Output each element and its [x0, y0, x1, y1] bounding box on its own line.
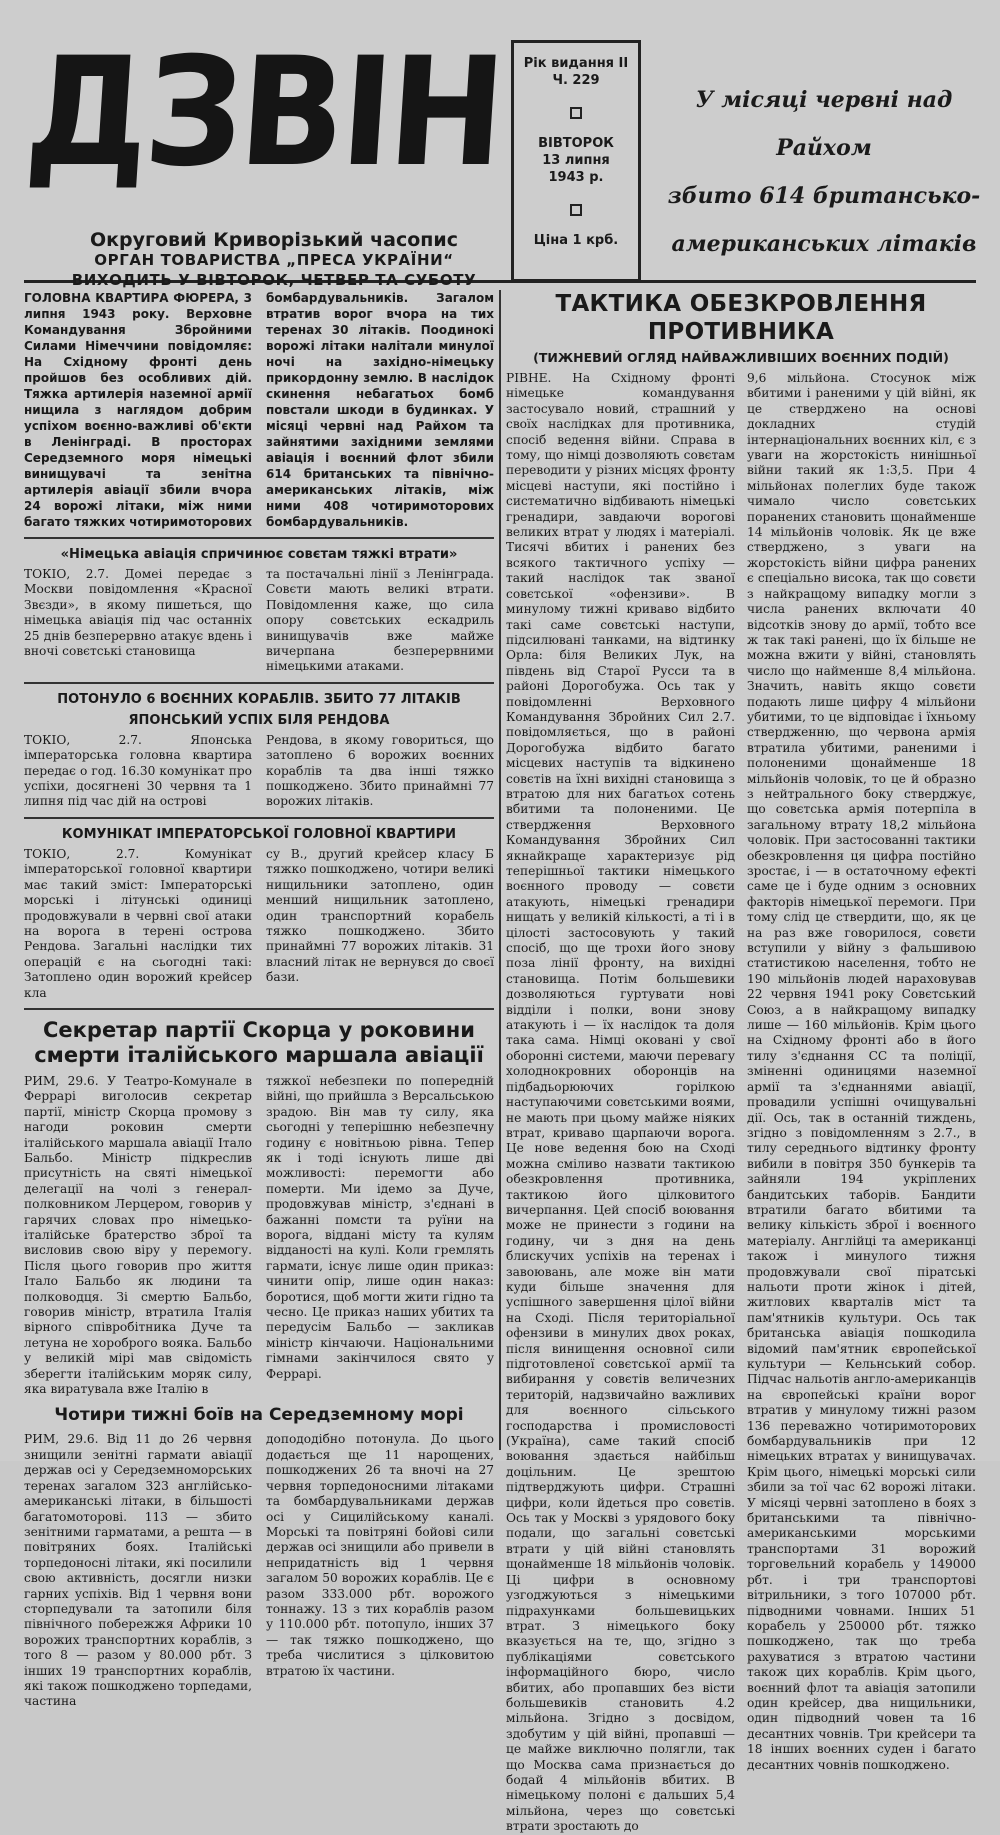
article-mediterranean [24, 1405, 494, 1709]
article-ships-title-2: ЯПОНСЬКИЙ УСПІХ БІЛЯ РЕНДОВА [128, 712, 390, 728]
main-article [506, 290, 976, 1834]
article-aviation-title: «Німецька авіація спричинює совєтам тяжкі втрати» [60, 547, 458, 562]
hq-report [24, 290, 494, 530]
top-headline-line-3: американських літаків [671, 231, 977, 257]
article-ships-title-1: ПОТОНУЛО 6 ВОЄННИХ КОРАБЛІВ. ЗБИТО 77 ЛІТАКІВ [57, 691, 461, 707]
top-headline-line-2: збито 614 британсько- [667, 183, 981, 209]
issue-year: Рік видання II [523, 56, 629, 71]
article-mediterranean-col-1: РИМ, 29.6. Від 11 до 26 червня знищили зенітні гармати авіації держав осі у Середземноморських теренах загалом 323 англійсько-американські літаки, в більшості багатомоторові. 113 — збито зенітними гарматами, а решта — в повітряних боях. Італійські торпедоносні літаки, які посилили свою активність, досягли низки гарних успіхів. Від 1 червня вони сторпедували та затопили біля північного побережжя Африки 10 ворожих транспортних кораблів, з того 8 — разом у 80.000 рбт. З інших 19 транспортних кораблів, які також пошкоджено торпедами, частина [24, 1432, 252, 1709]
article-communique-title: КОМУНІКАТ ІМПЕРАТОРСЬКОЇ ГОЛОВНОЇ КВАРТИРИ [61, 826, 457, 842]
article-ships-col-1: ТОКІО, 2.7. Японська імператорська головна квартира передає о год. 16.30 комунікат про успіхи, досягнені 30 червня та 1 липня під час дій на острові [24, 732, 252, 809]
left-half [24, 290, 494, 1709]
section-divider [24, 1008, 494, 1010]
column-divider [499, 290, 501, 1450]
subtitle-line-3: ВИХОДИТЬ У ВІВТОРОК, ЧЕТВЕР ТА СУБОТУ [71, 271, 477, 289]
main-article-col-2: 9,6 мільйона. Стосунок між вбитими і раненими у цій війні, як це стверджено на основі докладних студій інтернаціональних воєнних кіл, є з уваги на жорстокість нинішньої війни такий як 1:3,5. При 4 мільйонах полеглих буде також чимало число совєтських поранених становить щонайменше 14 мільйонів чоловік. Як це вже стверджено, з уваги на жорстокість війни цифра ранених є спеціально висока, так що совєти з найкращому випадку могли з числа ранених включати 40 відсотків знову до армії, тобто все ж так такі ранені, що їх більше не можна вжити у війні, становлять число що найменше 8,4 мільйона. Значить, навіть якщо совєти подають лише цифру 4 мільйони убитими, то це відповідає і їхньому ствердженню, що червона армія втратила убитими, раненими і полоненими щонайменше 18 мільйонів чоловік, то це й образно з нейтрального боку стверджує, що совєтська армія потерпіла в загальному втрату 18,2 мільйона чоловік. При застосованні тактики обезкровлення ця цифра постійно зростає, і — в остаточному ефекті саме це і буде одним з основних факторів німецької перемоги. При тому слід це ствердити, що, як це на раз вже говорилося, совєти вступили у війну з фальшивою статистикою населення, тобто не 190 мільйонів людей нараховував 22 червня 1941 року Совєтський Союз, а в найкращому випадку лише — 160 мільйонів. Крім цього на Східному фронті або в його тилу з'єднання СС та поліції, зміненні одиницями наземної армії та з'єднаннями авіації, провадили успішні очищувальні дії. Ось, так в останній тиждень, згідно з повідомленням з 2.7., в тилу середнього відтинку фронту вибили в повітря 350 бункерів та зайняли 194 укріплених бандитських таборів. Бандити втратили багато вбитими та велику кількість зброї і воєнного матеріалу. Англійці та американці також і минулого тижня продовжували свої піратські нальоти проти жінок і дітей, житлових кварталів міст та пам'ятників культури. Ось так британська авіація пошкодила відомий пам'ятник європейської культури — Кельнський собор. Підчас нальотів англо-американців на європейські країни ворог втратив у минулому тижні разом 136 переважно чотиримоторових бомбардувальників при 12 німецьких втратах у винищувачах. Крім цього, німецькі морські сили збили за тої час 62 ворожі літаки. У місяці червні затоплено в боях з британськими та північно-американськими морськими транспортами 31 ворожий торговельний корабель у 149000 рбт. і три транспортові вітрильники, з того 107000 рбт. підводними човнами. Інших 51 корабель у 250000 рбт. тяжко пошкоджено, так що треба рахуватися з втратою частини також цих кораблів. Крім цього, воєнний флот та авіація затопили один крейсер, два нищильники, один підводний човен та 16 десантних човнів. Три крейсери та 18 інших воєнних суден і багато десантних човнів пошкоджено. [747, 371, 976, 1772]
main-article-title: ТАКТИКА ОБЕЗКРОВЛЕННЯ ПРОТИВНИКА [555, 291, 927, 345]
article-scorza-title: Секретар партії Скорца у роковини смерти італійського маршала авіації [34, 1017, 484, 1067]
masthead [20, 18, 981, 289]
subtitle-line-2: ОРГАН ТОВАРИСТВА „ПРЕСА УКРАЇНИ“ [94, 251, 454, 269]
article-ships [24, 691, 494, 810]
issue-date: 13 липня [542, 153, 610, 168]
section-divider [24, 817, 494, 819]
main-article-subtitle: (ТИЖНЕВИЙ ОГЛЯД НАЙВАЖЛИВІШИХ ВОЄННИХ ПОДІЙ) [533, 350, 949, 365]
article-communique [24, 826, 494, 1001]
square-ornament-icon [570, 204, 582, 216]
issue-price: Ціна 1 крб. [533, 233, 619, 248]
article-aviation-col-1: ТОКІО, 2.7. Домеі передає з Москви повідомлення «Красної Звєзди», в якому пишеться, що німецька авіація під час останніх 25 днів безперервно атакує вдень і вночі совєтські становища [24, 567, 252, 659]
article-communique-col-2: су В., другий крейсер класу Б тяжко пошкоджено, чотири великі нищильники затоплено, один менший нищильник затоплено, один транспортний корабель тяжко пошкоджено. Збито принаймні 77 ворожих літаків. 31 власний літак не вернувся до своєї бази. [266, 846, 494, 985]
square-ornament-icon [570, 107, 582, 119]
newspaper-logo: ДЗВІН [20, 26, 507, 200]
article-mediterranean-col-2: допододібно потонула. До цього додається ще 11 нарощених, пошкоджених 26 та вночі на 27 червня торпедоносними літаками та бомбардувальниками держав осі у Сицилійському каналі. Морські та повітряні бойові сили держав осі знищили або привели в непридатність від 1 червня загалом 50 ворожих кораблів. Це є разом 333.000 рбт. ворожого тоннажу. 13 з тих кораблів разом у 110.000 рбт. потопуло, інших 37 — так тяжко пошкоджено, що треба числитися з цілковитою втратою їх частини. [266, 1432, 494, 1678]
article-scorza-col-1: РИМ, 29.6. У Театро-Комунале в Феррарі виголосив секретар партії, міністр Скорца промову з нагоди роковин смерти італійського маршала авіації Італо Бальбо. Міністр підкреслив присутність на святі німецької делегації на чолі з генерал-полковником Лерцером, говорив у гарячих словах про німецько-італійське братерство зброї та висловив свою віру у перемогу. Після цього говорив про життя Італо Бальбо як людини та полководця. Зі смертю Бальбо, говорив міністр, втратила Італія вірного співробітника Дуче та летуна не хороброго вояка. Бальбо у великій мірі мав свідомість зберегти італійським моряк силу, яка виратувала вже Італію в [24, 1073, 252, 1397]
hq-report-col-2: бомбардувальників. Загалом втратив ворог вчора на тих теренах 30 літаків. Поодинокі ворожі літаки налітали минулої ночі на західно-німецьку прикордонну землю. В наслідок скинення небагатьох бомб повстали шкоди в будинках. У місяці червні над Райхом та зайнятими західними землями авіація і воєнний флот збили 614 британських та північно-американських літаків, між ними 408 чотиримоторових бомбардувальників. [266, 291, 494, 529]
article-aviation [24, 546, 494, 675]
subtitle-line-1: Округовий Криворізький часопис [90, 229, 458, 251]
article-scorza [24, 1018, 494, 1398]
issue-weekday: ВІВТОРОК [538, 136, 614, 151]
main-article-col-1: РІВНЕ. На Східному фронті німецьке командування застосувало новий, страшний у своїх наслідках для противника, спосіб ведення війни. Справа в тому, що німці дозволяють совєтам переводити у різних місцях фронту місцеві наступи, які постійно і систематично відбивають німецькі гренадири, завдаючи ворогові великих втрат у людях і матеріалі. Тисячі вбитих і ранених без всякого тактичного успіху — такий наслідок так званої совєтської «офензиви». В минулому тижні криваво відбито такі саме совєтські наступи, підсилювані танками, на відтинку Орла: біля Великих Лук, на південь від Старої Русси та в районі Дорогобужа. Ось так у повідомленні Верховного Командування Збройних Сил 2.7. повідомляється, що в районі Дорогобужа відбито багато місцевих наступів та відкинено совєтів на їхні вихідні становища з втратою для них багатьох сотень вбитими та полоненими. Це ствердження Верховного Командування Збройних Сил якнайкраще характеризує рід теперішньої тактики німецького воєнного проводу — совєти атакують, німецькі гренадири нищать у великій кількості, а ті і в цілості застосовують у такий спосіб, що ще трохи його знову поза лінії фронту, на вихідні становища. Потім большевики дозволяються гуртувати нові відділи і полки, вони знову атакують і — їх наслідок та доля така сама. Німці оковані у свої оборонні системи, маючи перевагу холоднокровних оборонців на підбадьорюючих горілкою наступаючими совєтськими воями, не мають при цьому майже ніяких втрат, криваво щарпаючи ворога. Це нове ведення бою на Сході можна сміливо назвати тактикою обезкровлення противника, тактикою його цілковитого вичерпання. Цей спосіб воювання може не принести з години на годину, чи з дня на день блискучих успіхів на теренах і завоювань, але може він мати куди більше значення для успішного завершення цілої війни на Сході. Після територіальної офензиви в минулих двох роках, після винищення основної сили підготовленої совєтської армії та вибирання у совєтів величезних територій, надзвичайно важливих для воєнного сільського господарства і промисловості (Україна), саме такий спосіб воювання здається найбільш доцільним. Це зрештою підтверджують цифри. Страшні цифри, коли йдеться про совєтів. Ось так у Москві з урядового боку подали, що загальні совєтські втрати у цій війні становлять щонайменше 18 мільйонів чоловік. Ці цифри в основному узгоджуються з німецькими підрахунками большевицьких втрат. З німецького боку вказується на те, що, згідно з публікаціями совєтського інформаційного бюро, число вбитих, або пропавших без вісти большевиків становить 4.2 мільйона. Згідно з досвідом, здобутим у цій війні, пропавші — це майже виключно полягли, так що Москва сама признається до бодай 4 мільйонів вбитих. В німецькому полоні є дальших 5,4 мільйона, через що совєтські втрати зростають до [506, 371, 735, 1834]
top-headline [659, 76, 989, 268]
article-aviation-col-2: та постачальні лінії з Ленінграда. Совєти мають великі втрати. Повідомлення каже, що сила опору совєтських ескадриль винищувачів вже майже вичерпана безперервними німецькими атаками. [266, 567, 494, 674]
section-divider [24, 537, 494, 539]
issue-info-box [511, 40, 641, 282]
section-divider [24, 682, 494, 684]
article-mediterranean-title: Чотири тижні боїв на Середземному морі [54, 1405, 464, 1426]
issue-year-date: 1943 р. [548, 170, 604, 185]
article-communique-col-1: ТОКІО, 2.7. Комунікат імператорської головної квартири має такий зміст: Імператорські морські і літунські одиниці продовжували в червні свої атаки на ворога в терені острова Рендова. Загальні наслідки тих операцій є на сьогодні такі: Затоплено один ворожий крейсер кла [24, 846, 252, 1000]
top-headline-line-1: У місяці червні над Райхом [695, 87, 953, 161]
article-scorza-col-2: тяжкої небезпеки по попередній війні, що прийшла з Версальською зрадою. Він мав ту силу, яка сьогодні у теперішню небезпечну годину є новітньою рівна. Тепер як і тоді існують лише дві можливості: перемогти або померти. Ми ідемо за Дуче, продовжував міністр, з'єднані в бажанні помсти та руїни на ворога, віддані місту та кулям відданості на кулі. Коли гремлять гармати, існує лише один приказ: чинити опір, лише один наказ: боротися, щоб могти жити гідно та чесно. Це приказ наших убитих та передусім Бальбо — закликав міністр кінчаючи. Національними гімнами закінчилося свято у Феррарі. [266, 1073, 494, 1381]
issue-number: Ч. 229 [552, 73, 600, 88]
hq-report-col-1: ГОЛОВНА КВАРТИРА ФЮРЕРА, 3 липня 1943 року. Верховне Командування Збройними Силами Німеччини повідомляє: На Східному фронті день пройшов без особливих дій. Тяжка артилерія наземної армії нищила з наглядом добрим успіхом воєнно-важливі об'єкти в Ленінграді. В просторах Середземного моря німецькі винищувачі та зенітна артилерія авіації збили вчора 24 ворожі літаки, між ними багато тяжких чотиримоторових [24, 291, 252, 529]
article-ships-col-2: Рендова, в якому говориться, що затоплено 6 ворожих воєнних кораблів та два інші тяжко пошкоджено. Збито принаймні 77 ворожих літаків. [266, 732, 494, 809]
masthead-subtitle [64, 230, 484, 290]
